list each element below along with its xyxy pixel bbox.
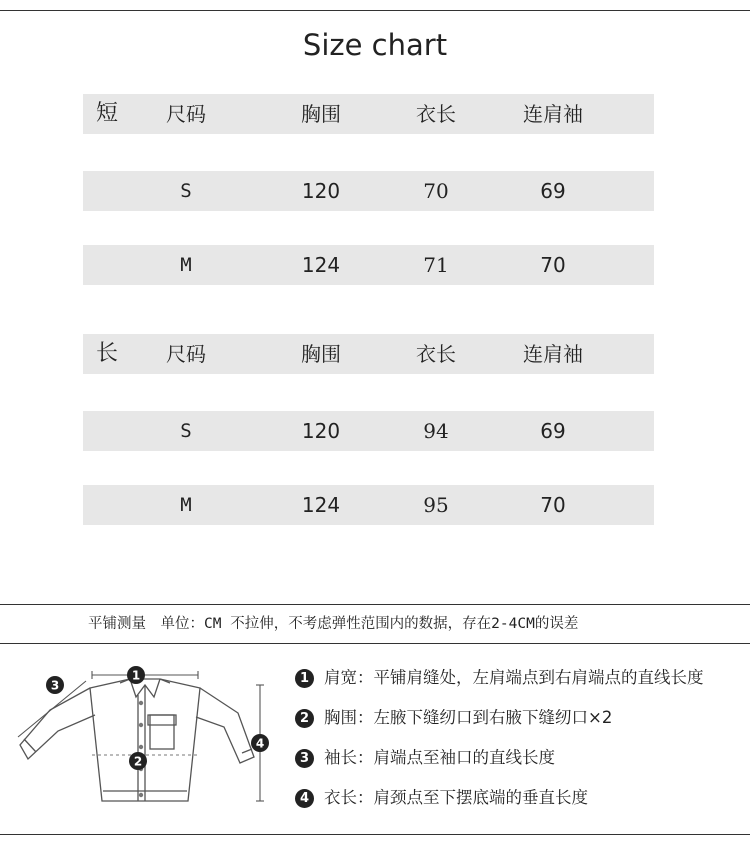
svg-text:2: 2 — [133, 754, 143, 769]
table2-header-sleeve: 连肩袖 — [523, 342, 583, 366]
legend-number-icon: 4 — [295, 789, 314, 808]
length-cell: 70 — [423, 179, 449, 203]
length-cell: 94 — [423, 419, 449, 443]
table-row — [83, 485, 654, 525]
size-cell: M — [180, 494, 192, 516]
legend-item-sleeve — [295, 744, 555, 768]
legend-number-icon: 3 — [295, 749, 314, 768]
top-divider — [0, 10, 750, 11]
sleeve-cell: 70 — [540, 253, 566, 277]
table1-header-row — [83, 94, 654, 134]
table2-header-size: 尺码 — [166, 342, 206, 366]
chest-cell: 120 — [301, 419, 341, 443]
table1-header-length: 衣长 — [416, 102, 456, 126]
sleeve-cell: 70 — [540, 493, 566, 517]
sleeve-cell: 69 — [540, 419, 566, 443]
table1-header-size: 尺码 — [166, 102, 206, 126]
legend-item-length — [295, 784, 588, 808]
jacket-outline — [20, 679, 254, 801]
table2-header-chest: 胸围 — [301, 342, 341, 366]
measurement-note: 平铺测量 单位：CM 不拉伸，不考虑弹性范围内的数据，存在2-4CM的误差 — [88, 616, 579, 632]
size-cell: M — [180, 254, 192, 276]
size-cell: S — [180, 420, 192, 442]
table-row — [83, 171, 654, 211]
table2-header-length: 衣长 — [416, 342, 456, 366]
legend-number-icon: 1 — [295, 669, 314, 688]
legend-text: 肩宽：平铺肩缝处，左肩端点到右肩端点的直线长度 — [324, 668, 704, 687]
length-cell: 71 — [423, 253, 449, 277]
marker-3 — [46, 676, 64, 694]
jacket-buttons — [139, 701, 143, 797]
table1-header-sleeve: 连肩袖 — [523, 102, 583, 126]
sleeve-cell: 69 — [540, 179, 566, 203]
svg-text:4: 4 — [255, 736, 265, 751]
table2-header-row — [83, 334, 654, 374]
marker-4 — [251, 734, 269, 752]
note-divider-bottom — [0, 643, 750, 644]
legend-text: 胸围：左腋下缝纫口到右腋下缝纫口×2 — [324, 708, 613, 727]
chest-cell: 124 — [301, 253, 341, 277]
chest-cell: 120 — [301, 179, 341, 203]
length-cell: 95 — [423, 493, 449, 517]
table1-category: 短 — [95, 101, 118, 126]
jacket-diagram — [10, 655, 280, 815]
note-divider-top — [0, 604, 750, 605]
size-cell: S — [180, 180, 192, 202]
legend-text: 衣长：肩颈点至下摆底端的垂直长度 — [324, 788, 588, 807]
svg-text:1: 1 — [131, 668, 141, 683]
page-title: Size chart — [302, 28, 448, 62]
table-row — [83, 411, 654, 451]
legend-item-shoulder — [295, 664, 704, 688]
legend-text: 袖长：肩端点至袖口的直线长度 — [324, 748, 555, 767]
bottom-divider — [0, 834, 750, 835]
svg-text:3: 3 — [50, 678, 60, 693]
legend-number-icon: 2 — [295, 709, 314, 728]
table2-category: 长 — [95, 341, 118, 366]
marker-2 — [129, 752, 147, 770]
table-row — [83, 245, 654, 285]
chest-cell: 124 — [301, 493, 341, 517]
legend-item-chest — [295, 704, 612, 728]
table1-header-chest: 胸围 — [301, 102, 341, 126]
marker-1 — [127, 666, 145, 684]
